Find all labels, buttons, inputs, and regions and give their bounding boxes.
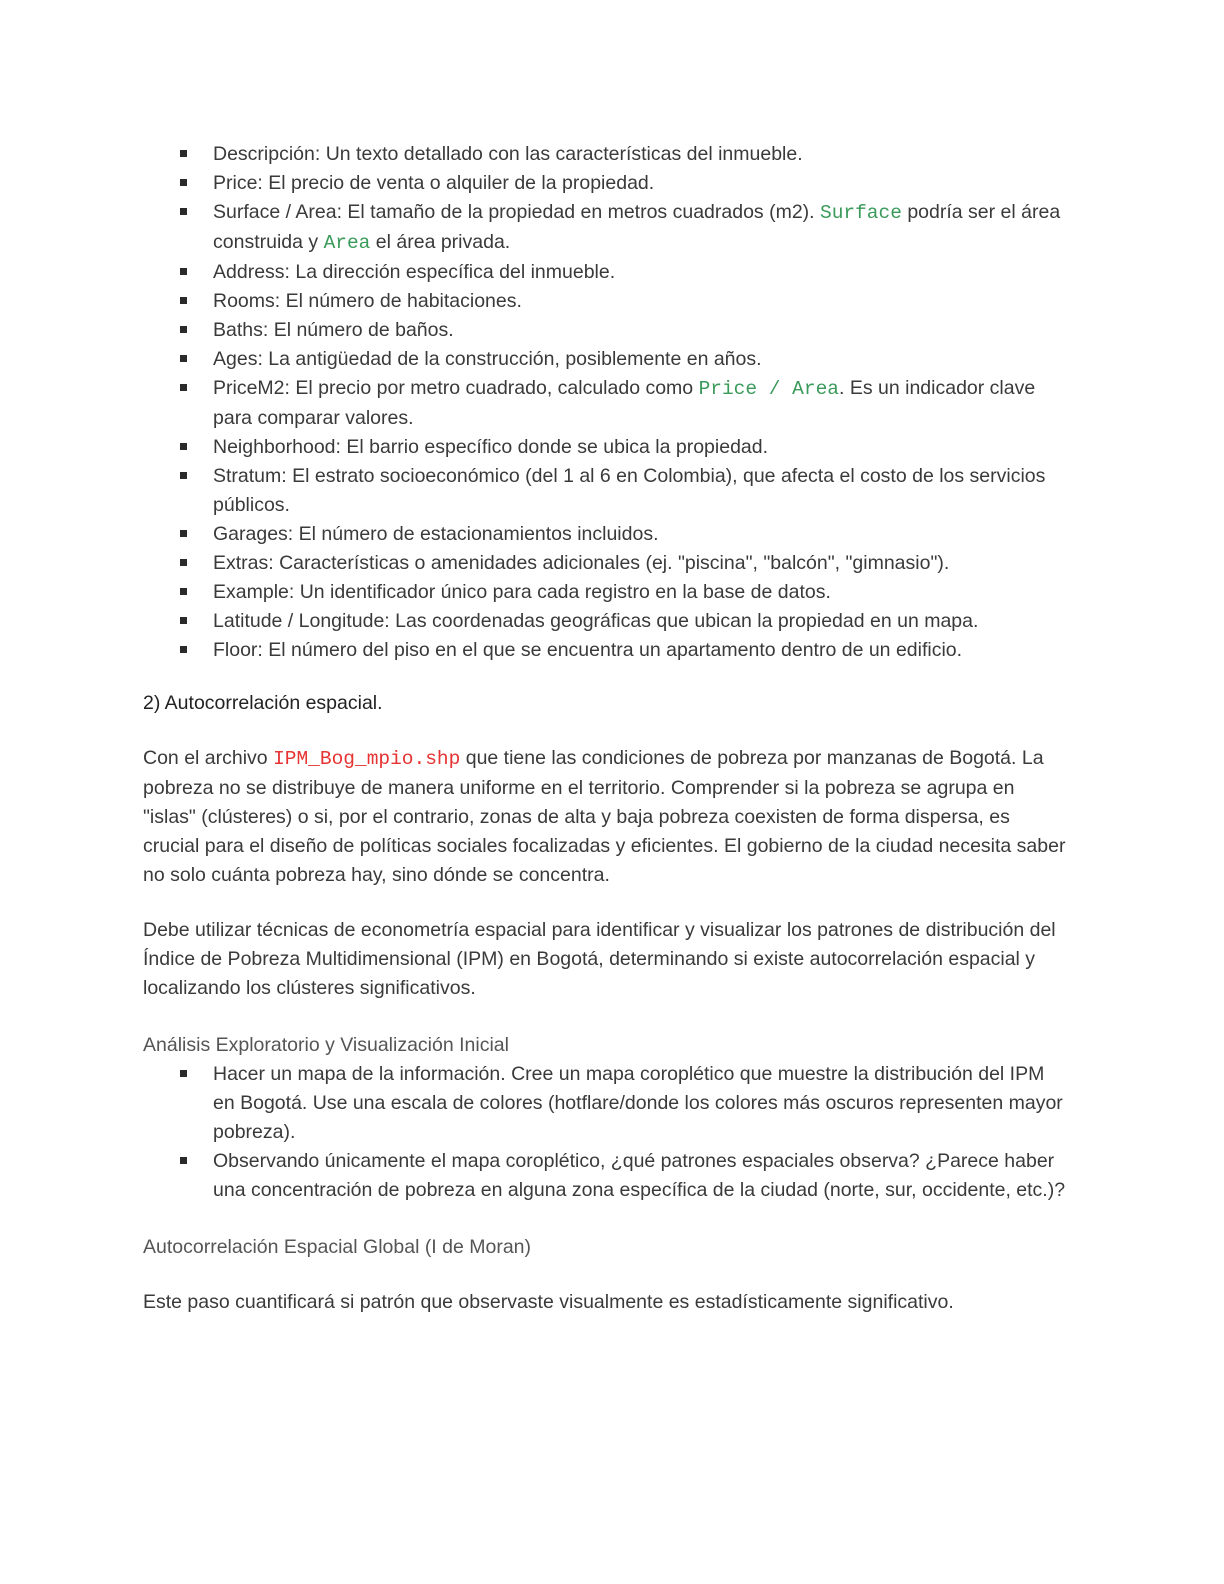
text-segment: Rooms: El número de habitaciones. bbox=[213, 290, 522, 312]
bullet-icon bbox=[180, 355, 187, 362]
list-item bbox=[143, 636, 1068, 665]
list-item bbox=[143, 549, 1068, 578]
text-segment: Descripción: Un texto detallado con las características del inmueble. bbox=[213, 143, 803, 165]
text-segment: Stratum: El estrato socioeconómico (del 1 al 6 en Colombia), que afecta el costo de los servicios públicos. bbox=[213, 465, 1046, 516]
section-heading: 2) Autocorrelación espacial. bbox=[143, 692, 383, 714]
bullet-icon bbox=[180, 443, 187, 450]
text-segment: Surface / Area: El tamaño de la propiedad en metros cuadrados (m2). bbox=[213, 201, 820, 223]
bullet-icon bbox=[180, 646, 187, 653]
variable-list bbox=[143, 140, 1068, 665]
list-item bbox=[143, 462, 1068, 520]
text-segment: Ages: La antigüedad de la construcción, posiblemente en años. bbox=[213, 348, 762, 370]
bullet-icon bbox=[180, 530, 187, 537]
list-item bbox=[143, 374, 1068, 433]
list-item bbox=[143, 1060, 1068, 1147]
bullet-icon bbox=[180, 1070, 187, 1077]
paragraph-moran: Este paso cuantificará si patrón que observaste visualmente es estadísticamente significativo. bbox=[143, 1291, 954, 1313]
text-segment: podría ser el área construida y bbox=[213, 201, 1061, 253]
list-item bbox=[143, 140, 1068, 169]
subheading-exploratory: Análisis Exploratorio y Visualización Inicial bbox=[143, 1034, 509, 1056]
bullet-icon bbox=[180, 297, 187, 304]
list-item bbox=[143, 169, 1068, 198]
text-segment: el área privada. bbox=[370, 231, 511, 253]
text-segment: Extras: Características o amenidades adicionales (ej. "piscina", "balcón", "gimnasio"). bbox=[213, 552, 950, 574]
text-segment: Address: La dirección específica del inmueble. bbox=[213, 261, 616, 283]
inline-code: Price / Area bbox=[698, 378, 839, 400]
list-item bbox=[143, 433, 1068, 462]
paragraph-context bbox=[143, 744, 1068, 890]
subheading-moran: Autocorrelación Espacial Global (I de Moran) bbox=[143, 1236, 532, 1258]
bullet-icon bbox=[180, 617, 187, 624]
bullet-icon bbox=[180, 268, 187, 275]
text-segment: Floor: El número del piso en el que se encuentra un apartamento dentro de un edificio. bbox=[213, 639, 963, 661]
bullet-icon bbox=[180, 179, 187, 186]
text-segment: Observando únicamente el mapa coroplético, ¿qué patrones espaciales observa? ¿Parece haber una concentración de pobreza en alguna zona específica de la ciudad (norte, sur, occidente, etc.)? bbox=[213, 1150, 1066, 1201]
text-segment: Price: El precio de venta o alquiler de la propiedad. bbox=[213, 172, 655, 194]
bullet-icon bbox=[180, 472, 187, 479]
document-content bbox=[143, 140, 1068, 1317]
text-segment: Garages: El número de estacionamientos incluidos. bbox=[213, 523, 659, 545]
inline-code: Area bbox=[323, 232, 371, 254]
bullet-icon bbox=[180, 559, 187, 566]
text-segment: . Es un indicador clave para comparar valores. bbox=[213, 377, 1036, 429]
list-item bbox=[143, 287, 1068, 316]
text-segment: Hacer un mapa de la información. Cree un mapa coroplético que muestre la distribución del IPM en Bogotá. Use una escala de colores (hotflare/donde los colores más oscuros representen mayor pobreza). bbox=[213, 1063, 1063, 1143]
bullet-icon bbox=[180, 326, 187, 333]
bullet-icon bbox=[180, 150, 187, 157]
bullet-icon bbox=[180, 384, 187, 391]
bullet-icon bbox=[180, 208, 187, 215]
list-item bbox=[143, 316, 1068, 345]
list-item bbox=[143, 578, 1068, 607]
inline-code: Surface bbox=[820, 202, 902, 224]
bullet-icon bbox=[180, 1157, 187, 1164]
list-item bbox=[143, 520, 1068, 549]
text-segment: que tiene las condiciones de pobreza por manzanas de Bogotá. La pobreza no se distribuye de manera uniforme en el territorio. Comprender si la pobreza se agrupa en "islas" (clústeres) o si, por el contrario, zonas de alta y baja pobreza coexisten de forma dispersa, es crucial para el diseño de políticas sociales focalizadas y eficientes. El gobierno de la ciudad necesita saber no solo cuánta pobreza hay, sino dónde se concentra. bbox=[143, 747, 1066, 886]
file-name-code: IPM_Bog_mpio.shp bbox=[273, 748, 461, 770]
text-segment: Con el archivo bbox=[143, 747, 274, 769]
text-segment: Neighborhood: El barrio específico donde se ubica la propiedad. bbox=[213, 436, 769, 458]
list-item bbox=[143, 1147, 1068, 1205]
text-segment: PriceM2: El precio por metro cuadrado, calculado como bbox=[213, 377, 699, 399]
exploratory-list bbox=[143, 1060, 1068, 1205]
text-segment: Example: Un identificador único para cada registro en la base de datos. bbox=[213, 581, 831, 603]
list-item bbox=[143, 345, 1068, 374]
bullet-icon bbox=[180, 588, 187, 595]
paragraph-objective: Debe utilizar técnicas de econometría espacial para identificar y visualizar los patrones de distribución del Índice de Pobreza Multidimensional (IPM) en Bogotá, determinando si existe autocorrelación espacial y localizando los clústeres significativos. bbox=[143, 919, 1056, 999]
list-item bbox=[143, 607, 1068, 636]
text-segment: Baths: El número de baños. bbox=[213, 319, 454, 341]
list-item bbox=[143, 198, 1068, 258]
text-segment: Latitude / Longitude: Las coordenadas geográficas que ubican la propiedad en un mapa. bbox=[213, 610, 979, 632]
list-item bbox=[143, 258, 1068, 287]
